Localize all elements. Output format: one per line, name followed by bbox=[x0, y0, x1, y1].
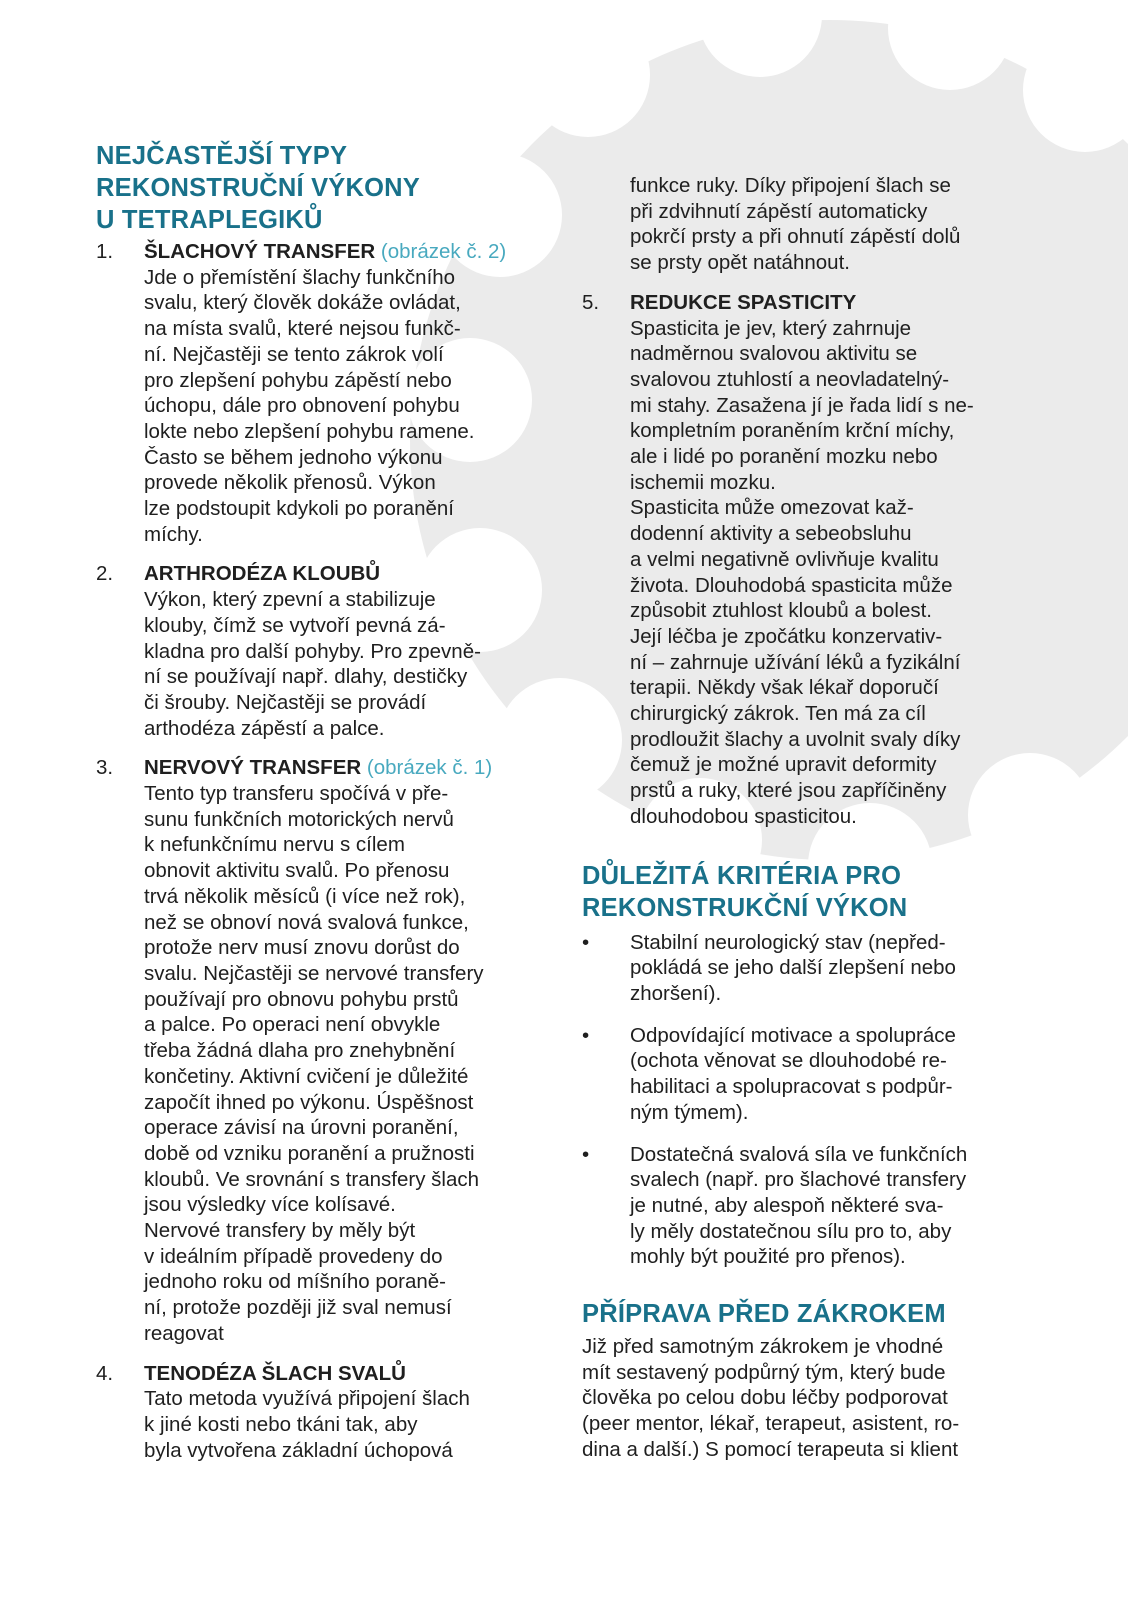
item-text-line: Jde o přemístění šlachy funkčního bbox=[144, 265, 456, 289]
item-text-line: ní – zahrnuje užívání léků a fyzikální bbox=[630, 650, 961, 674]
item-text-line: ným týmem). bbox=[630, 1100, 749, 1124]
item-text-line: lokte nebo zlepšení pohybu ramene. bbox=[144, 419, 475, 443]
item-text-line: se prsty opět natáhnout. bbox=[630, 251, 850, 275]
figure-reference: (obrázek č. 2) bbox=[380, 240, 507, 263]
item-text-line: míchy. bbox=[144, 522, 203, 546]
item-text-line: k jiné kosti nebo tkáni tak, aby bbox=[144, 1412, 418, 1436]
item-text-line: dlouhodobou spasticitou. bbox=[630, 804, 857, 828]
item-text-line: prodloužit šlachy a uvolnit svaly díky bbox=[630, 727, 961, 751]
item-text-line: Výkon, který zpevní a stabilizuje bbox=[144, 588, 436, 612]
item-text-line: úchopu, dále pro obnovení pohybu bbox=[144, 394, 460, 418]
item-text-line: ischemii mozku. bbox=[630, 470, 776, 494]
item-text-line: mohly být použité pro přenos). bbox=[630, 1245, 906, 1269]
item-text-line: obnovit aktivitu svalů. Po přenosu bbox=[144, 859, 450, 883]
item-text-line: než se obnoví nová svalová funkce, bbox=[144, 910, 469, 934]
item-text-line: Její léčba je zpočátku konzervativ- bbox=[630, 624, 943, 648]
item-text-line: ní. Nejčastěji se tento zákrok volí bbox=[144, 342, 444, 366]
list-item-arthrodesis bbox=[96, 561, 548, 741]
item-text-line: Spasticita může omezovat kaž- bbox=[630, 496, 914, 520]
item-text-line: k nefunkčnímu nervu s cílem bbox=[144, 833, 405, 857]
item-text-line: nadměrnou svalovou aktivitu se bbox=[630, 342, 918, 366]
item-text-line: kladna pro další pohyby. Pro zpevně- bbox=[144, 639, 481, 663]
item-text-line: zhoršení). bbox=[630, 981, 722, 1005]
item-text-line: terapii. Někdy však lékař doporučí bbox=[630, 676, 939, 700]
bullet-icon: • bbox=[582, 1023, 590, 1047]
item-text-line: jednoho roku od míšního poraně- bbox=[144, 1270, 447, 1294]
item-text-line: funkce ruky. Díky připojení šlach se bbox=[630, 174, 951, 197]
right-column bbox=[582, 173, 1034, 1463]
left-column bbox=[96, 140, 548, 1463]
item-title: TENODÉZA ŠLACH SVALŮ bbox=[144, 1361, 406, 1385]
item-text-line: dodenní aktivity a sebeobsluhu bbox=[630, 522, 912, 546]
item-text-line: na místa svalů, které nejsou funkč- bbox=[144, 317, 461, 341]
list-item-tenodesis bbox=[96, 1361, 548, 1464]
item-text-line: kloubů. Ve srovnání s transfery šlach bbox=[144, 1167, 480, 1191]
item-text-line: lze podstoupit kdykoli po poranění bbox=[144, 497, 454, 521]
item-text-line: při zdvihnutí zápěstí automaticky bbox=[630, 199, 928, 223]
item-text-line: Často se během jednoho výkonu bbox=[144, 445, 443, 469]
item-title: ARTHRODÉZA KLOUBŮ bbox=[144, 562, 381, 586]
item-text-line: Dostatečná svalová síla ve funkčních bbox=[630, 1142, 968, 1166]
item-text-line: ní se používají např. dlahy, destičky bbox=[144, 665, 468, 689]
item-number: 2. bbox=[96, 562, 114, 586]
item-text-line: a velmi negativně ovlivňuje kvalitu bbox=[630, 547, 939, 571]
item-text-line: klouby, čímž se vytvoří pevná zá- bbox=[144, 613, 446, 637]
item-text-line: Nervové transfery by měly být bbox=[144, 1219, 416, 1243]
item-text-line: jsou výsledky více kolísavé. bbox=[144, 1193, 396, 1217]
item-text-line: arthodéza zápěstí a palce. bbox=[144, 716, 385, 740]
item-text-line: a palce. Po operaci není obvykle bbox=[144, 1013, 441, 1037]
item-text-line: člověka po celou dobu léčby podporovat bbox=[582, 1386, 948, 1410]
item-text-line: ly měly dostatečnou sílu pro to, aby bbox=[630, 1219, 952, 1243]
item-text-line: čemuž je možné upravit deformity bbox=[630, 753, 937, 777]
item-text-line: prstů a ruky, které jsou zapříčiněny bbox=[630, 779, 947, 803]
bullet-icon: • bbox=[582, 930, 590, 954]
item-text-line: končetiny. Aktivní cvičení je důležité bbox=[144, 1064, 469, 1088]
item-text-line: je nutné, aby alespoň některé sva- bbox=[630, 1193, 944, 1217]
item-text-line: byla vytvořena základní úchopová bbox=[144, 1438, 453, 1462]
item-text-line: Tento typ transferu spočívá v pře- bbox=[144, 782, 449, 806]
item-text-line: pokrčí prsty a při ohnutí zápěstí dolů bbox=[630, 225, 961, 249]
item-text-line: v ideálním případě provedeny do bbox=[144, 1244, 443, 1268]
item-text-line: pokládá se jeho další zlepšení nebo bbox=[630, 956, 956, 980]
item-text-line: Již před samotným zákrokem je vhodné bbox=[582, 1335, 944, 1359]
item-text-line: mít sestavený podpůrný tým, který bude bbox=[582, 1360, 946, 1384]
item-text-line: Tato metoda využívá připojení šlach bbox=[144, 1387, 470, 1411]
item-text-line: Spasticita je jev, který zahrnuje bbox=[630, 316, 912, 340]
item-text-line: či šrouby. Nejčastěji se provádí bbox=[144, 690, 427, 714]
item-number: 5. bbox=[582, 290, 600, 314]
figure-reference: (obrázek č. 1) bbox=[366, 756, 493, 780]
item-text-line: sunu funkčních motorických nervů bbox=[144, 807, 454, 831]
item-title: ŠLACHOVÝ TRANSFER bbox=[144, 240, 376, 263]
item-number: 4. bbox=[96, 1361, 114, 1385]
item-title: NERVOVÝ TRANSFER bbox=[144, 756, 362, 780]
item-text-line: pro zlepšení pohybu zápěstí nebo bbox=[144, 368, 452, 392]
item-text-line: (ochota věnovat se dlouhodobé re- bbox=[630, 1049, 947, 1073]
item-text-line: operace závisí na úrovni poranění, bbox=[144, 1116, 459, 1140]
section-heading-types: NEJČASTĚJŠÍ TYPY REKONSTRUČNÍ VÝKONY U TETRAPLEGIKŮ bbox=[96, 142, 420, 234]
list-item-nerve-transfer bbox=[96, 755, 548, 1346]
item-text-line: provede několik přenosů. Výkon bbox=[144, 471, 436, 495]
item-text-line: třeba žádná dlaha pro znehybnění bbox=[144, 1039, 456, 1063]
item-text-line: Stabilní neurologický stav (nepřed- bbox=[630, 930, 946, 954]
item-text-line: svalu, který člověk dokáže ovládat, bbox=[144, 291, 461, 315]
list-item-criterion bbox=[582, 930, 1034, 1007]
item-number: 1. bbox=[96, 240, 114, 263]
item-text-line: Odpovídající motivace a spolupráce bbox=[630, 1023, 956, 1047]
item-number: 3. bbox=[96, 756, 114, 780]
item-text-line: započít ihned po výkonu. Úspěšnost bbox=[144, 1090, 474, 1114]
list-item-spasticity bbox=[582, 290, 1034, 830]
item-title: REDUKCE SPASTICITY bbox=[630, 290, 857, 314]
item-text-line: života. Dlouhodobá spasticita může bbox=[630, 573, 953, 597]
list-item-criterion bbox=[582, 1142, 1034, 1271]
item-text-line: chirurgický zákrok. Ten má za cíl bbox=[630, 702, 926, 726]
preparation-paragraph bbox=[582, 1334, 1034, 1463]
section-heading-preparation: PŘÍPRAVA PŘED ZÁKROKEM bbox=[582, 1300, 946, 1329]
item-text-line: reagovat bbox=[144, 1321, 224, 1345]
item-text-line: habilitaci a spolupracovat s podpůr- bbox=[630, 1075, 953, 1099]
item-text-line: svalech (např. pro šlachové transfery bbox=[630, 1168, 967, 1192]
item-text-line: mi stahy. Zasažena jí je řada lidí s ne- bbox=[630, 393, 974, 417]
item-text-line: ale i lidé po poranění mozku nebo bbox=[630, 445, 938, 469]
section-heading-criteria: DŮLEŽITÁ KRITÉRIA PRO REKONSTRUKČNÍ VÝKON bbox=[582, 861, 908, 922]
list-item-tendon-transfer bbox=[96, 239, 548, 547]
tenodesis-continuation bbox=[582, 173, 1034, 276]
item-text-line: dina a další.) S pomocí terapeuta si klient bbox=[582, 1437, 959, 1461]
item-text-line: způsobit ztuhlost kloubů a bolest. bbox=[630, 599, 932, 623]
item-text-line: (peer mentor, lékař, terapeut, asistent, ro- bbox=[582, 1412, 960, 1436]
item-text-line: době od vzniku poranění a pružnosti bbox=[144, 1141, 475, 1165]
item-text-line: kompletním poraněním krční míchy, bbox=[630, 419, 955, 443]
list-item-criterion bbox=[582, 1023, 1034, 1126]
item-text-line: používají pro obnovu pohybu prstů bbox=[144, 987, 459, 1011]
item-text-line: trvá několik měsíců (i více než rok), bbox=[144, 884, 466, 908]
item-text-line: protože nerv musí znovu dorůst do bbox=[144, 936, 460, 960]
item-text-line: svalovou ztuhlostí a neovladatelný- bbox=[630, 367, 950, 391]
item-text-line: ní, protože později již sval nemusí bbox=[144, 1296, 452, 1320]
bullet-icon: • bbox=[582, 1142, 590, 1166]
item-text-line: svalu. Nejčastěji se nervové transfery bbox=[144, 961, 484, 985]
